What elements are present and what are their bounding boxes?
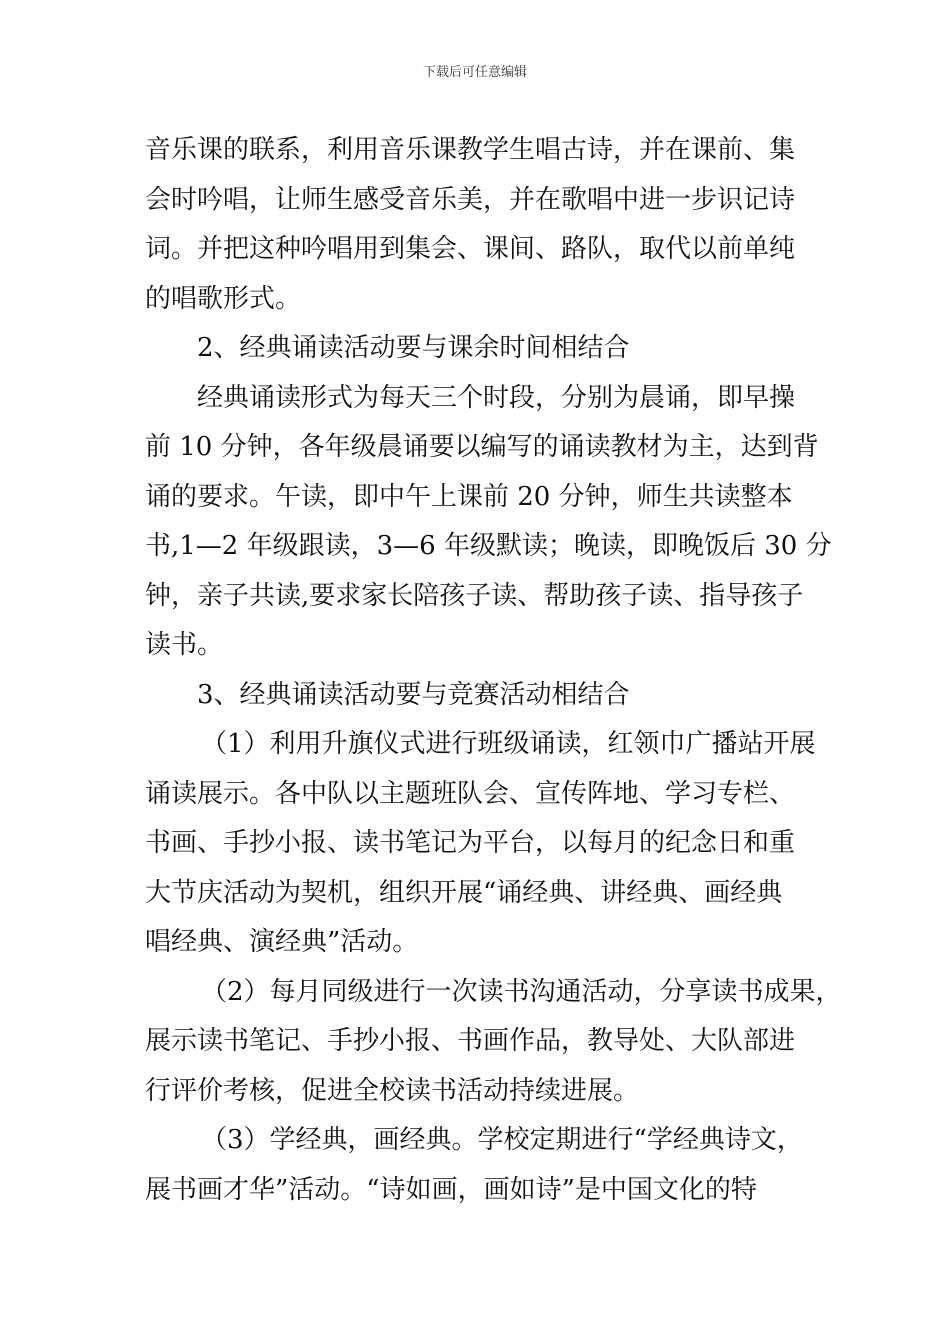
text-line: （2）每月同级进行一次读书沟通活动，分享读书成果， (201, 976, 842, 1007)
text-line: （3）学经典，画经典。学校定期进行“学经典诗文， (201, 1125, 803, 1155)
text-line: 书画、手抄小报、读书笔记为平台，以每月的纪念日和重 (145, 828, 796, 858)
text-line: 词。并把这种吟唱用到集会、课间、路队，取代以前单纯 (145, 234, 796, 264)
text-line: 钟，亲子共读,要求家长陪孩子读、帮助孩子读、指导孩子 (145, 580, 804, 611)
text-line: 前 10 分钟，各年级晨诵要以编写的诵读教材为主，达到背 (145, 432, 819, 462)
text-line: 3、经典诵读活动要与竞赛活动相结合 (197, 679, 630, 710)
page-header: 下载后可任意编辑 (422, 65, 527, 80)
text-line: 音乐课的联系，利用音乐课教学生唱古诗，并在课前、集 (145, 135, 796, 165)
body-text (145, 126, 842, 1215)
text-line: 书,1—2 年级跟读，3—6 年级默读；晚读，即晚饭后 30 分 (145, 531, 832, 561)
text-line: 行评价考核，促进全校读书活动持续进展。 (145, 1075, 640, 1106)
text-line: 会时吟唱，让师生感受音乐美，并在歌唱中进一步识记诗 (145, 184, 796, 215)
text-line: 唱经典、演经典”活动。 (145, 927, 419, 957)
text-line: 诵读展示。各中队以主题班队会、宣传阵地、学习专栏、 (145, 778, 796, 809)
text-line: （1）利用升旗仪式进行班级诵读，红领巾广播站开展 (201, 729, 816, 759)
text-line: 诵的要求。午读，即中午上课前 20 分钟，师生共读整本 (145, 481, 793, 512)
text-line: 的唱歌形式。 (145, 283, 302, 314)
text-line: 2、经典诵读活动要与课余时间相结合 (197, 333, 630, 363)
text-line: 展书画才华”活动。“诗如画，画如诗”是中国文化的特 (145, 1174, 757, 1205)
text-line: 展示读书笔记、手抄小报、书画作品，教导处、大队部进 (145, 1026, 796, 1056)
text-line: 读书。 (145, 630, 224, 660)
text-line: 大节庆活动为契机，组织开展“诵经典、讲经典、画经典 (145, 877, 783, 908)
text-line: 经典诵读形式为每天三个时段，分别为晨诵，即早操 (197, 382, 796, 413)
